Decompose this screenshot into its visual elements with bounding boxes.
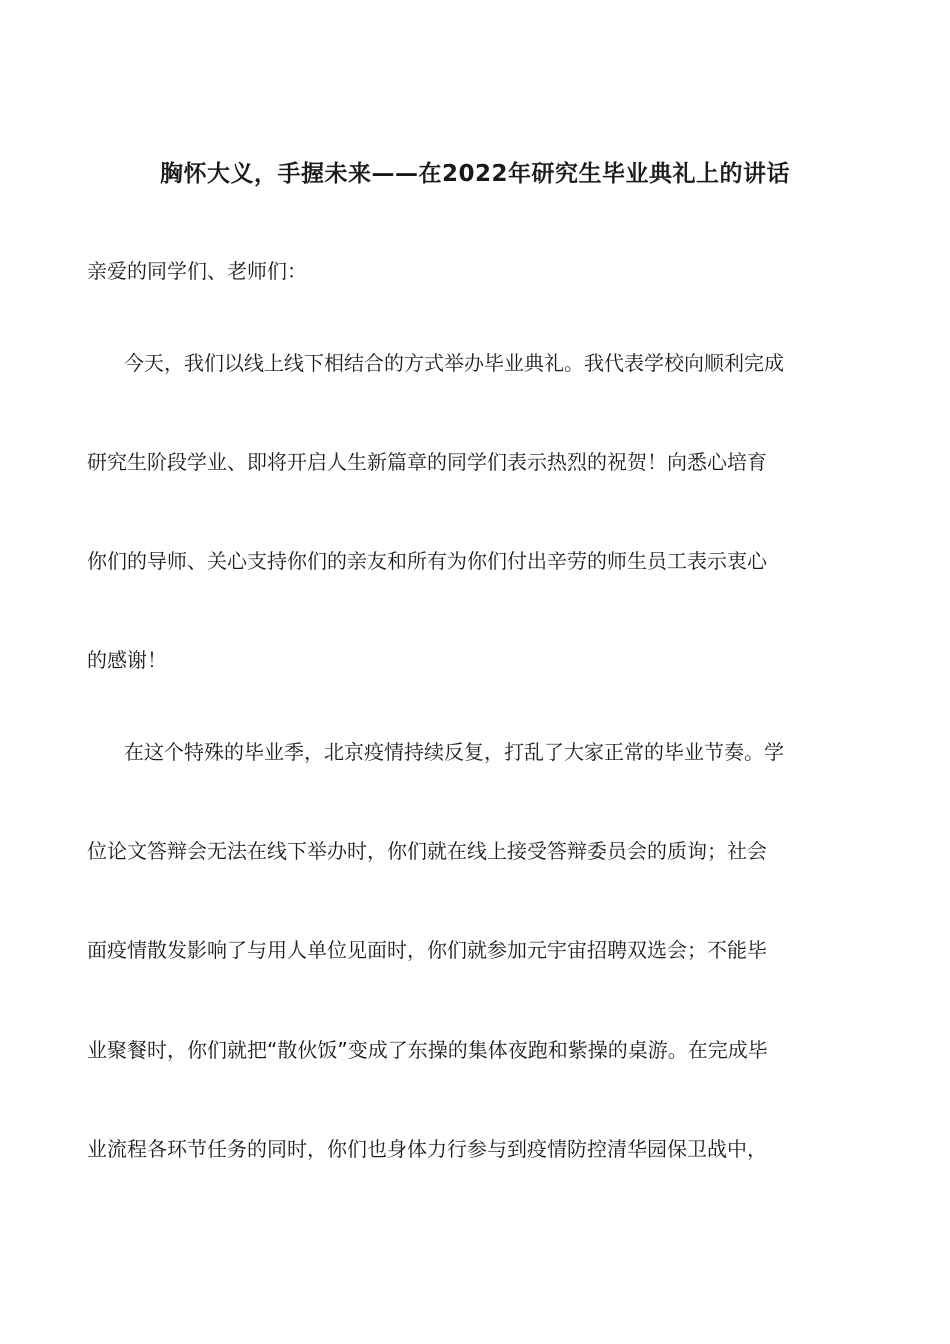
paragraph-line: 业聚餐时，你们就把“散伙饭”变成了东操的集体夜跑和紫操的桌游。在完成毕 — [87, 1038, 768, 1062]
paragraph-line: 研究生阶段学业、即将开启人生新篇章的同学们表示热烈的祝贺！向悉心培育 — [87, 450, 767, 474]
paragraph-line: 位论文答辩会无法在线下举办时，你们就在线上接受答辩委员会的质询；社会 — [87, 839, 767, 863]
paragraph-line: 业流程各环节任务的同时，你们也身体力行参与到疫情防控清华园保卫战中， — [87, 1137, 767, 1161]
paragraph-line: 在这个特殊的毕业季，北京疫情持续反复，打乱了大家正常的毕业节奏。学 — [124, 740, 784, 764]
paragraph-line: 你们的导师、关心支持你们的亲友和所有为你们付出辛劳的师生员工表示衷心 — [87, 549, 767, 573]
paragraph-line: 的感谢！ — [87, 648, 167, 672]
paragraph-line: 今天，我们以线上线下相结合的方式举办毕业典礼。我代表学校向顺利完成 — [124, 351, 784, 375]
document-title: 胸怀大义，手握未来——在2022年研究生毕业典礼上的讲话 — [159, 161, 790, 187]
paragraph-line: 面疫情散发影响了与用人单位见面时，你们就参加元宇宙招聘双选会；不能毕 — [87, 938, 767, 962]
salutation: 亲爱的同学们、老师们： — [87, 259, 307, 283]
